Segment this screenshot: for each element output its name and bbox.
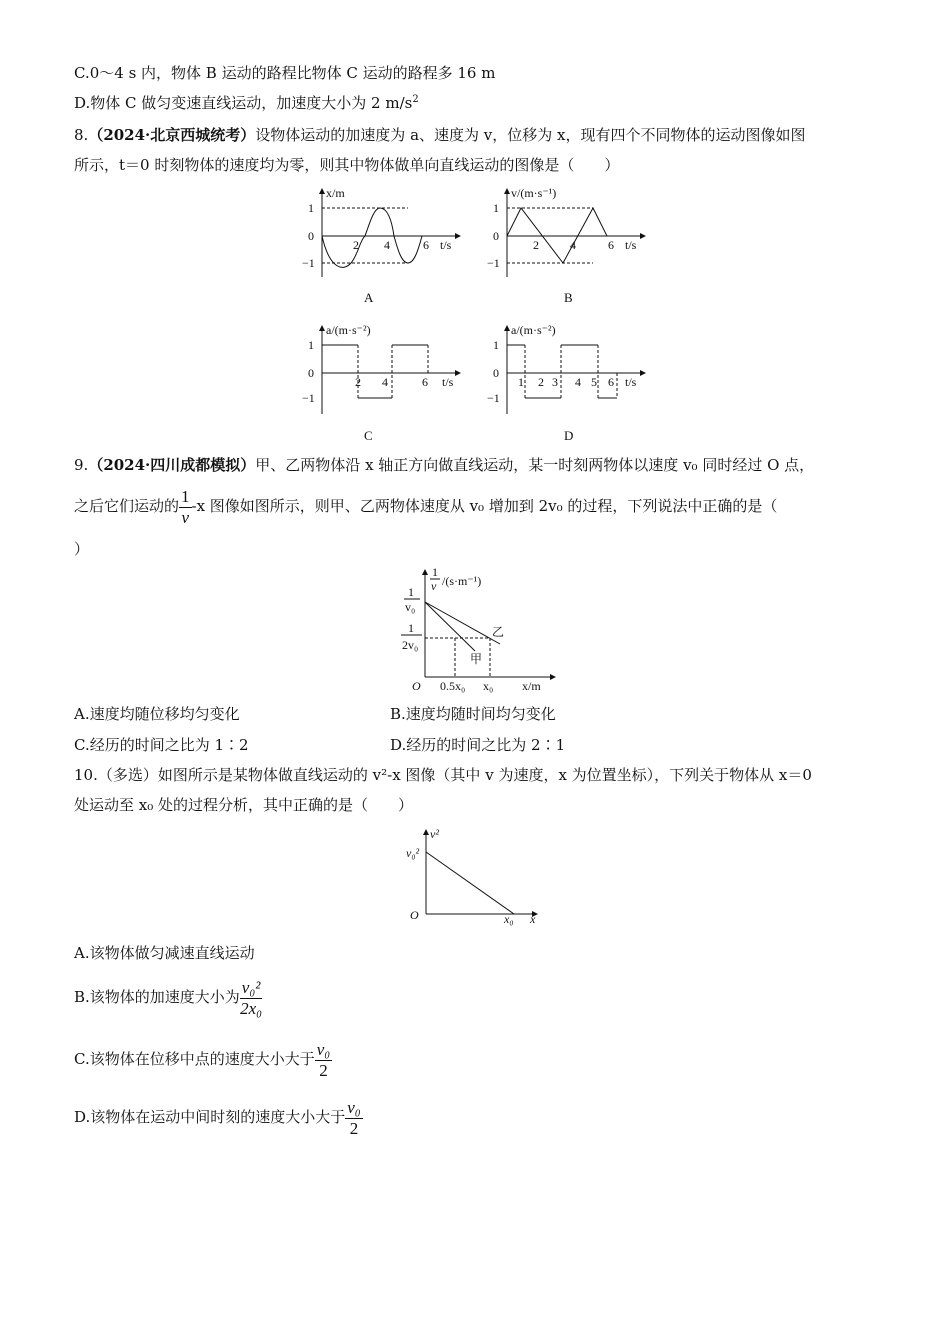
q10-option-b: B.该物体的加速度大小为 $\frac{\text{v₀²}}{\text{2x₀}}$	[74, 977, 263, 1018]
svg-text:0: 0	[493, 366, 499, 380]
svg-text:3: 3	[552, 375, 558, 389]
q8-caption-b: B	[564, 290, 573, 305]
q9-option-d: D.经历的时间之比为 2∶1	[390, 736, 566, 754]
svg-text:4: 4	[384, 238, 390, 252]
q9-stem-line1: 9.（2024·四川成都模拟）甲、乙两物体沿 x 轴正方向做直线运动，某一时刻两物体以速度 v₀ 同时经过 O 点，	[74, 456, 815, 474]
svg-text:2: 2	[353, 238, 359, 252]
q10-graph	[402, 826, 552, 926]
q7-option-d: D.物体 C 做匀变速直线运动，加速度大小为 2 $m/s^2$	[74, 94, 419, 112]
svg-text:1: 1	[518, 375, 524, 389]
q10-graph-ylabel: v²	[430, 827, 439, 841]
svg-text:6: 6	[423, 238, 429, 252]
q8-graph-a	[300, 185, 470, 285]
svg-text:O: O	[412, 679, 421, 693]
svg-text:1: 1	[432, 565, 438, 579]
svg-text:−1: −1	[487, 256, 500, 270]
q8-graph-c	[300, 322, 470, 422]
q9-stem-line3: ）	[74, 540, 90, 558]
q9-number: 9.	[74, 456, 89, 474]
graph-c-ylabel: a/(m·s⁻²)	[326, 323, 371, 337]
q9-series-yi: 乙	[492, 625, 505, 639]
q10-option-d: D.该物体在运动中间时刻的速度大小大于 $\frac{\text{v₀}}{2}$	[74, 1097, 361, 1138]
graph-b-xlabel: t/s	[625, 238, 637, 252]
q10-stem-line2: 处运动至 x₀ 处的过程分析，其中正确的是（ ）	[74, 796, 414, 814]
q8-caption-d: D	[564, 428, 574, 443]
q10-option-a: A.该物体做匀减速直线运动	[74, 944, 255, 962]
svg-text:1: 1	[493, 338, 499, 352]
graph-c-xlabel: t/s	[442, 375, 454, 389]
svg-text:v₀: v₀	[405, 600, 416, 614]
svg-text:2: 2	[538, 375, 544, 389]
q10-tag: （多选）	[97, 766, 158, 784]
graph-a-ylabel: x/m	[326, 186, 345, 200]
svg-text:0: 0	[493, 229, 499, 243]
q9-graph-xlabel: x/m	[522, 679, 541, 693]
q9-graph-ylabel: /(s·m⁻¹)	[442, 574, 482, 588]
q9-source: （2024·四川成都模拟）	[88, 456, 256, 474]
q8-graph-b	[485, 185, 655, 285]
svg-text:0: 0	[308, 229, 314, 243]
graph-d-xlabel: t/s	[625, 375, 637, 389]
q8-caption-c: C	[364, 428, 373, 443]
svg-text:6: 6	[608, 375, 614, 389]
q10-option-c: C.该物体在位移中点的速度大小大于 $\frac{\text{v₀}}{2}$	[74, 1039, 331, 1080]
svg-text:1: 1	[308, 201, 314, 215]
q8-number: 8.	[74, 126, 89, 144]
svg-text:4: 4	[570, 238, 576, 252]
graph-b-ylabel: v/(m·s⁻¹)	[511, 186, 557, 200]
q8-caption-a: A	[364, 290, 374, 305]
q9-graph	[400, 566, 570, 696]
svg-text:4: 4	[575, 375, 581, 389]
q9-stem-line2: 之后它们运动的 $\frac{1}{v}$ -x 图像如图所示，则甲、乙两物体速度从 v₀ 增加到 2v₀ 的过程，下列说法中正确的是（	[74, 486, 778, 527]
svg-text:6: 6	[422, 375, 428, 389]
svg-text:4: 4	[382, 375, 388, 389]
q9-option-c: C.经历的时间之比为 1∶2	[74, 736, 249, 754]
svg-text:2v₀: 2v₀	[402, 638, 419, 652]
q8-stem-line2: 所示，t＝0 时刻物体的速度均为零，则其中物体做单向直线运动的图像是（ ）	[74, 156, 620, 174]
q9-option-a: A.速度均随位移均匀变化	[74, 705, 240, 723]
svg-text:2: 2	[533, 238, 539, 252]
svg-text:v: v	[431, 579, 437, 593]
graph-a-xlabel: t/s	[440, 238, 452, 252]
q8-source: （2024·北京西城统考）	[88, 126, 256, 144]
svg-text:v₀²: v₀²	[406, 846, 420, 860]
svg-text:1: 1	[408, 585, 414, 599]
q9-series-jia: 甲	[470, 652, 483, 666]
svg-text:x₀: x₀	[483, 679, 494, 693]
svg-text:1: 1	[408, 621, 414, 635]
q10-graph-xlabel: x	[530, 912, 536, 926]
q8-stem-line1: 8.（2024·北京西城统考）设物体运动的加速度为 a、速度为 v，位移为 x，现有四个不同物体的运动图像如图	[74, 126, 806, 144]
q10-stem-line1: 10.（多选）如图所示是某物体做直线运动的 v²-x 图像（其中 v 为速度，x 为位置坐标），下列关于物体从 x＝0	[74, 766, 812, 784]
svg-text:x₀: x₀	[504, 912, 514, 926]
graph-d-ylabel: a/(m·s⁻²)	[511, 323, 556, 337]
q7-option-c: C.0～4 s 内，物体 B 运动的路程比物体 C 运动的路程多 16 m	[74, 64, 496, 82]
svg-text:6: 6	[608, 238, 614, 252]
q8-graph-d	[485, 322, 655, 422]
svg-text:−1: −1	[302, 256, 315, 270]
svg-text:−1: −1	[302, 391, 315, 405]
svg-text:5: 5	[591, 375, 597, 389]
svg-text:1: 1	[308, 338, 314, 352]
svg-text:2: 2	[355, 375, 361, 389]
q9-option-b: B.速度均随时间均匀变化	[390, 705, 556, 723]
svg-text:−1: −1	[487, 391, 500, 405]
svg-text:0: 0	[308, 366, 314, 380]
q10-number: 10.	[74, 766, 98, 784]
svg-text:O: O	[410, 908, 419, 922]
svg-text:0.5x₀: 0.5x₀	[440, 679, 466, 693]
svg-text:1: 1	[493, 201, 499, 215]
